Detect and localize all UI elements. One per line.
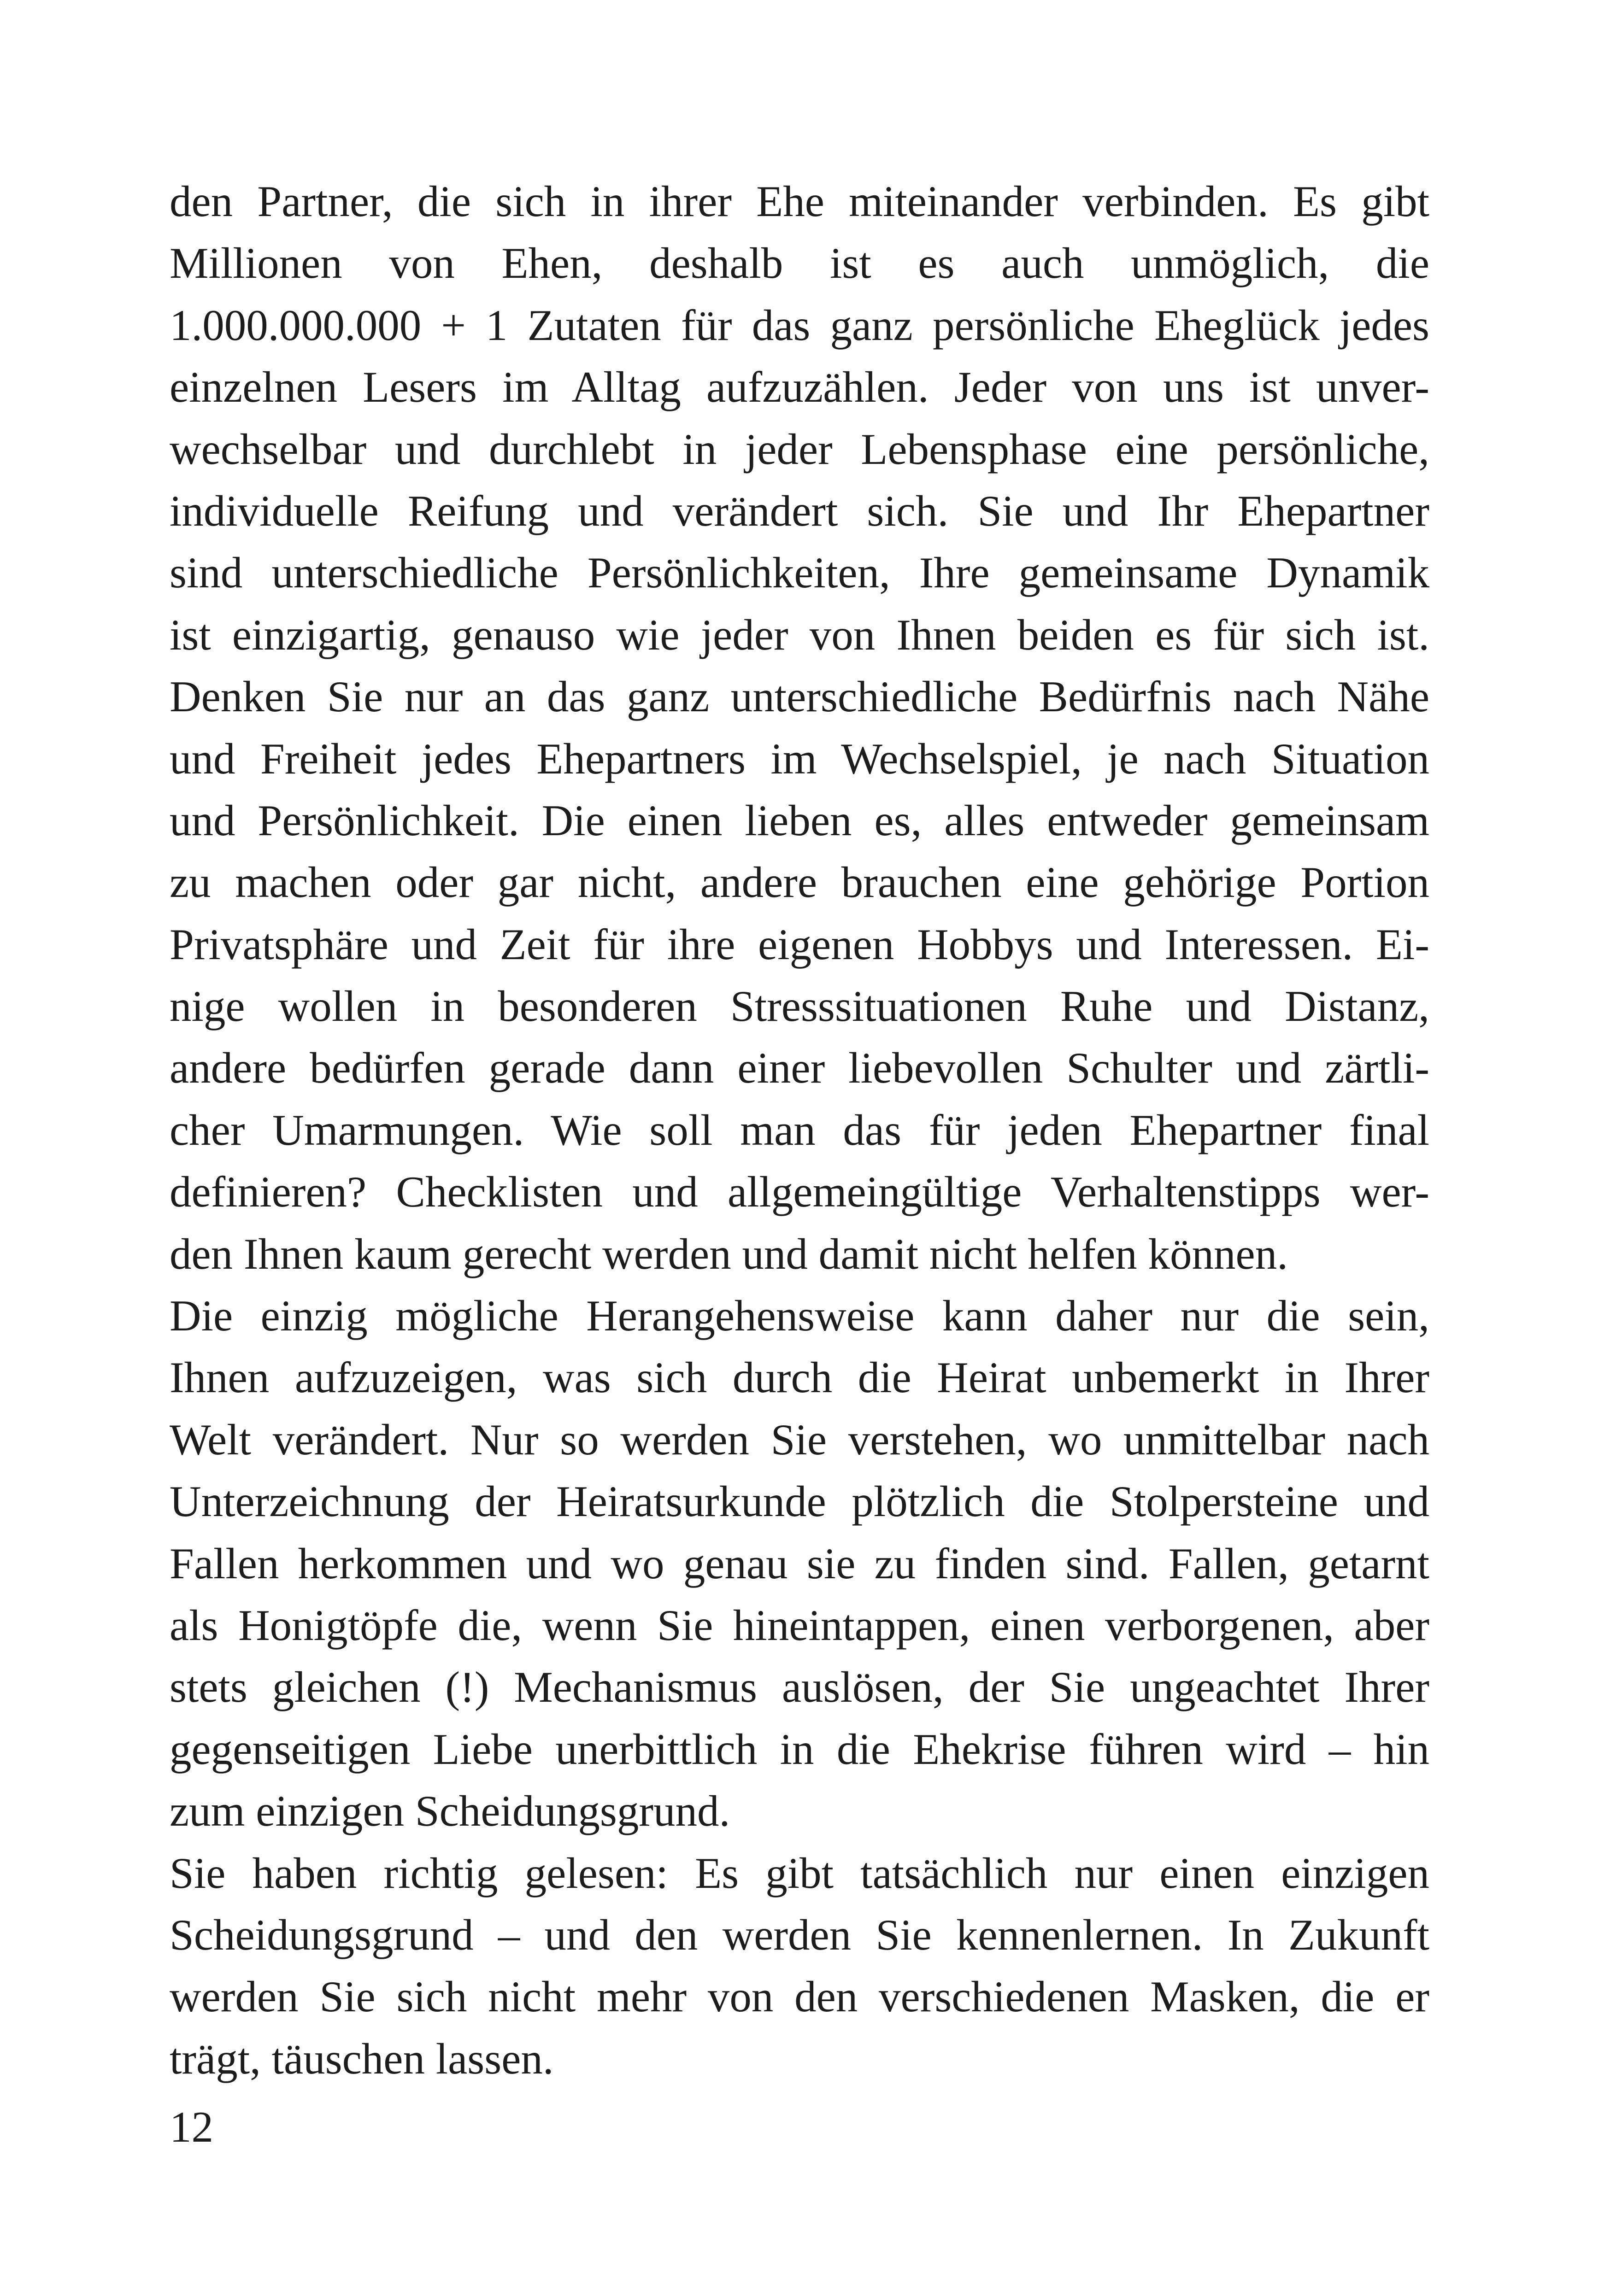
text-line: Privatsphäre und Zeit für ihre eigenen Hobbys und Interessen. Ei-	[170, 920, 1429, 969]
text-line: Sie haben richtig gelesen: Es gibt tatsächlich nur einen einzigen	[170, 1848, 1429, 1898]
text-line: als Honigtöpfe die, wenn Sie hineintappen, einen verborgenen, aber	[170, 1600, 1429, 1650]
text-line: nige wollen in besonderen Stresssituationen Ruhe und Distanz,	[170, 982, 1429, 1031]
text-line: zu machen oder gar nicht, andere brauchen eine gehörige Portion	[170, 858, 1429, 907]
text-line: Welt verändert. Nur so werden Sie verstehen, wo unmittelbar nach	[170, 1415, 1429, 1464]
text-line: stets gleichen (!) Mechanismus auslösen, der Sie ungeachtet Ihrer	[170, 1663, 1429, 1712]
text-line: Scheidungsgrund – und den werden Sie kennenlernen. In Zukunft	[170, 1910, 1429, 1959]
text-line: und Persönlichkeit. Die einen lieben es, alles entweder gemeinsam	[170, 796, 1429, 845]
text-line: Denken Sie nur an das ganz unterschiedliche Bedürfnis nach Nähe	[170, 672, 1429, 721]
text-line: den Partner, die sich in ihrer Ehe miteinander verbinden. Es gibt	[170, 177, 1429, 226]
text-line: cher Umarmungen. Wie soll man das für jeden Ehepartner final	[170, 1105, 1429, 1154]
text-line: Fallen herkommen und wo genau sie zu finden sind. Fallen, getarnt	[170, 1539, 1429, 1588]
text-line: ist einzigartig, genauso wie jeder von Ihnen beiden es für sich ist.	[170, 610, 1429, 659]
text-line: einzelnen Lesers im Alltag aufzuzählen. Jeder von uns ist unver-	[170, 363, 1429, 412]
text-line: wechselbar und durchlebt in jeder Lebensphase eine persönliche,	[170, 424, 1429, 474]
page-number: 12	[170, 2103, 213, 2151]
text-line: zum einzigen Scheidungsgrund.	[170, 1786, 730, 1836]
text-line: trägt, täuschen lassen.	[170, 2034, 554, 2083]
text-line: Die einzig mögliche Herangehensweise kann daher nur die sein,	[170, 1291, 1429, 1341]
text-line: Millionen von Ehen, deshalb ist es auch unmöglich, die	[170, 239, 1429, 288]
body-text	[170, 170, 1429, 2090]
text-line: gegenseitigen Liebe unerbittlich in die Ehekrise führen wird – hin	[170, 1724, 1429, 1774]
text-line: individuelle Reifung und verändert sich. Sie und Ihr Ehepartner	[170, 486, 1429, 535]
text-line: werden Sie sich nicht mehr von den verschiedenen Masken, die er	[170, 1972, 1429, 2021]
text-line: und Freiheit jedes Ehepartners im Wechselspiel, je nach Situation	[170, 734, 1429, 783]
text-line: den Ihnen kaum gerecht werden und damit nicht helfen können.	[170, 1229, 1288, 1278]
text-line: definieren? Checklisten und allgemeingültige Verhaltenstipps wer-	[170, 1167, 1429, 1217]
text-line: Ihnen aufzuzeigen, was sich durch die Heirat unbemerkt in Ihrer	[170, 1353, 1429, 1402]
text-line: 1.000.000.000 + 1 Zutaten für das ganz persönliche Eheglück jedes	[170, 300, 1429, 350]
text-line: andere bedürfen gerade dann einer liebevollen Schulter und zärtli-	[170, 1043, 1429, 1093]
text-line: Unterzeichnung der Heiratsurkunde plötzlich die Stolpersteine und	[170, 1477, 1429, 1526]
text-line: sind unterschiedliche Persönlichkeiten, Ihre gemeinsame Dynamik	[170, 548, 1429, 597]
